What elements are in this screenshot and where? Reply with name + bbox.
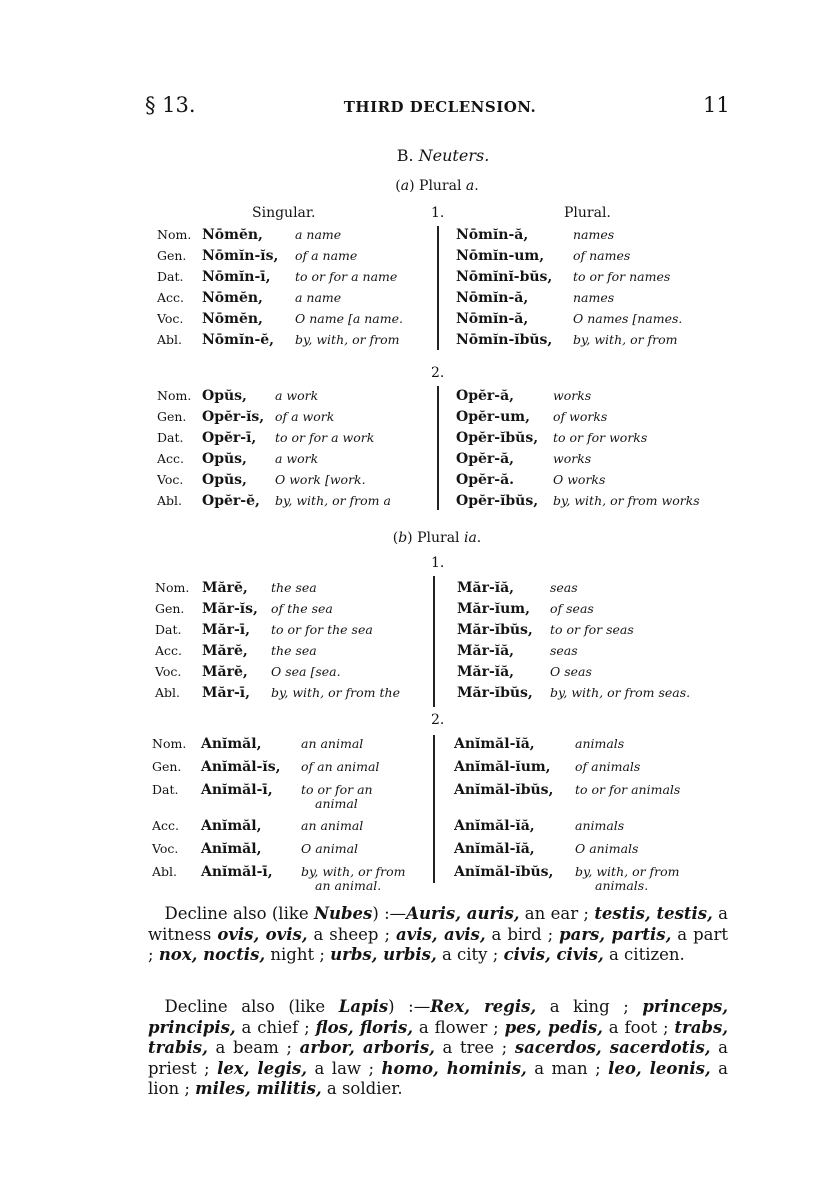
- case-label: Nom.: [157, 227, 192, 242]
- latin-noun: urbs, urbis,: [330, 945, 437, 964]
- case-label: Voc.: [152, 841, 179, 856]
- singular-gloss: of an animal: [301, 759, 380, 774]
- col-plural-header: Plural.: [564, 205, 611, 221]
- paragraph-text: Decline also (like: [148, 997, 339, 1016]
- latin-noun: civis, civis,: [503, 945, 604, 964]
- col-singular-header: Singular.: [252, 205, 316, 221]
- plural-gloss: O seas: [550, 664, 592, 679]
- subtitle-text: Neuters.: [418, 146, 490, 165]
- part-b-number-2: 2.: [431, 712, 445, 728]
- plural-gloss: of animals: [575, 759, 641, 774]
- case-label: Dat.: [152, 782, 179, 797]
- paragraph-text: a witness: [148, 904, 728, 944]
- latin-noun: homo, hominis,: [381, 1058, 527, 1078]
- plural-gloss: O works: [553, 472, 606, 487]
- singular-form: Anĭmăl-ī,: [201, 864, 273, 880]
- part-a-number-2: 2.: [431, 365, 445, 381]
- plural-gloss: of works: [553, 409, 608, 424]
- paragraph-text: a part ;: [148, 924, 729, 964]
- paragraph-text: a city ;: [436, 945, 504, 964]
- case-label: Voc.: [157, 311, 184, 326]
- plural-form: Măr-ĭă,: [457, 580, 515, 596]
- latin-noun: nox, noctis,: [158, 945, 266, 964]
- latin-noun: testis, testis,: [594, 904, 713, 923]
- paragraph-text: a soldier.: [321, 1079, 403, 1098]
- singular-form: Opŭs,: [202, 388, 247, 404]
- paragraph-text: a bird ;: [485, 924, 560, 944]
- case-label: Gen.: [155, 601, 185, 616]
- case-label: Nom.: [152, 736, 187, 751]
- plural-form: Nōmĭn-ă,: [456, 311, 529, 327]
- case-label: Gen.: [152, 759, 182, 774]
- singular-form: Opŭs,: [202, 451, 247, 467]
- singular-gloss: by, with, or from: [301, 864, 406, 879]
- plural-gloss: O animals: [575, 841, 639, 856]
- latin-noun: avis, avis,: [395, 924, 486, 944]
- singular-gloss: of a name: [295, 248, 358, 263]
- plural-form: Nōmĭn-um,: [456, 248, 545, 264]
- case-label: Nom.: [157, 388, 192, 403]
- paragraph-text: an ear ;: [519, 904, 595, 923]
- latin-noun: arbor, arboris,: [299, 1038, 435, 1057]
- case-label: Acc.: [157, 290, 185, 305]
- paragraph-text: a citizen.: [603, 945, 685, 964]
- singular-gloss: of the sea: [271, 601, 333, 616]
- latin-noun: pes, pedis,: [504, 1017, 603, 1037]
- singular-gloss: an animal: [301, 818, 364, 833]
- model-word: Lapis: [338, 997, 389, 1016]
- plural-form: Nōmĭn-ă,: [456, 227, 529, 243]
- case-label: Acc.: [152, 818, 180, 833]
- singular-form: Mărĕ,: [202, 643, 248, 659]
- singular-gloss: to or for an: [301, 782, 373, 797]
- paragraph-text: a king ;: [536, 997, 643, 1016]
- plural-form: Anĭmăl-ĭă,: [454, 841, 535, 857]
- case-label: Gen.: [157, 248, 187, 263]
- case-label: Acc.: [157, 451, 185, 466]
- singular-form: Mărĕ,: [202, 580, 248, 596]
- plural-gloss: of seas: [550, 601, 594, 616]
- case-label: Abl.: [157, 493, 182, 508]
- latin-noun: Auris, auris,: [406, 904, 520, 923]
- plural-gloss: seas: [550, 580, 578, 595]
- page-number: 11: [703, 93, 730, 117]
- plural-gloss: to or for names: [573, 269, 671, 284]
- singular-gloss: the sea: [271, 643, 317, 658]
- plural-form: Nōmĭn-ĭbŭs,: [456, 332, 553, 348]
- paragraph-text: a lion ;: [148, 1058, 728, 1098]
- paragraph-text: a foot ;: [602, 1017, 675, 1037]
- plural-form: Opĕr-ĭbŭs,: [456, 430, 539, 446]
- singular-form: Nōmĭn-ī,: [202, 269, 271, 285]
- plural-form: Anĭmăl-ĭă,: [454, 818, 535, 834]
- case-label: Nom.: [155, 580, 190, 595]
- singular-form: Opŭs,: [202, 472, 247, 488]
- paragraph-text: a chief ;: [235, 1017, 316, 1037]
- case-label: Abl.: [157, 332, 182, 347]
- singular-gloss: a name: [295, 227, 342, 242]
- plural-gloss: to or for works: [553, 430, 648, 445]
- plural-form: Opĕr-ĭbŭs,: [456, 493, 539, 509]
- singular-form: Nōmĭn-ĭs,: [202, 248, 279, 264]
- plural-gloss: animals: [575, 818, 625, 833]
- plural-form: Măr-ĭă,: [457, 643, 515, 659]
- part-b-number-1: 1.: [431, 555, 445, 571]
- singular-form: Măr-ĭs,: [202, 601, 258, 617]
- plural-gloss: to or for animals: [575, 782, 681, 797]
- part-a-label: (a) Plural a.: [395, 178, 479, 194]
- singular-gloss: to or for the sea: [271, 622, 373, 637]
- singular-gloss: of a work: [275, 409, 335, 424]
- model-word: Nubes: [313, 904, 373, 923]
- singular-gloss: a work: [275, 451, 319, 466]
- subtitle: [397, 146, 490, 165]
- singular-gloss: O work [work.: [275, 472, 366, 487]
- singular-gloss: by, with, or from the: [271, 685, 400, 700]
- running-title: THIRD DECLENSION.: [343, 98, 537, 116]
- singular-gloss-continued: animal: [315, 796, 358, 811]
- case-label: Dat.: [157, 269, 184, 284]
- singular-gloss: a name: [295, 290, 342, 305]
- plural-form: Măr-ĭbŭs,: [457, 622, 533, 638]
- paragraph-text: night ;: [265, 945, 331, 964]
- decline-paragraph-2: [148, 997, 728, 1100]
- singular-form: Anĭmăl-ĭs,: [201, 759, 281, 775]
- plural-form: Anĭmăl-ĭbŭs,: [454, 864, 554, 880]
- paragraph-text: ) :—: [372, 904, 407, 923]
- paragraph-text: Decline also (like: [148, 904, 314, 923]
- singular-gloss: the sea: [271, 580, 317, 595]
- plural-form: Anĭmăl-ĭă,: [454, 736, 535, 752]
- latin-noun: leo, leonis,: [608, 1058, 711, 1078]
- case-label: Voc.: [155, 664, 182, 679]
- plural-gloss: by, with, or from: [573, 332, 678, 347]
- paragraph-text: ) :—: [388, 997, 431, 1016]
- latin-noun: Rex, regis,: [430, 997, 537, 1016]
- table-divider: [433, 735, 435, 883]
- singular-gloss: a work: [275, 388, 319, 403]
- paragraph-text: a man ;: [526, 1058, 609, 1078]
- plural-form: Opĕr-um,: [456, 409, 530, 425]
- plural-form: Opĕr-ă,: [456, 388, 515, 404]
- latin-noun: lex, legis,: [217, 1058, 308, 1078]
- singular-form: Mărĕ,: [202, 664, 248, 680]
- plural-form: Nōmĭn-ă,: [456, 290, 529, 306]
- latin-noun: princeps, principis,: [148, 997, 728, 1037]
- plural-form: Măr-ĭum,: [457, 601, 530, 617]
- plural-form: Opĕr-ă,: [456, 451, 515, 467]
- singular-form: Opĕr-ĕ,: [202, 493, 260, 509]
- singular-gloss: an animal: [301, 736, 364, 751]
- plural-gloss: works: [553, 451, 592, 466]
- singular-form: Măr-ī,: [202, 685, 250, 701]
- plural-form: Măr-ĭbŭs,: [457, 685, 533, 701]
- table-divider: [437, 226, 439, 350]
- paragraph-text: a beam ;: [207, 1038, 300, 1057]
- plural-form: Anĭmăl-ĭum,: [454, 759, 551, 775]
- part-a-number-1: 1.: [431, 205, 445, 221]
- singular-gloss-continued: an animal.: [315, 878, 382, 893]
- plural-form: Anĭmăl-ĭbŭs,: [454, 782, 554, 798]
- paragraph-text: a tree ;: [434, 1038, 515, 1057]
- plural-gloss: to or for seas: [550, 622, 634, 637]
- plural-gloss: animals: [575, 736, 625, 751]
- decline-paragraph-1: [148, 904, 728, 966]
- singular-form: Nōmĕn,: [202, 227, 263, 243]
- plural-form: Măr-ĭă,: [457, 664, 515, 680]
- singular-form: Opĕr-ĭs,: [202, 409, 265, 425]
- plural-gloss: of names: [573, 248, 631, 263]
- part-b-label: (b) Plural ia.: [392, 530, 482, 546]
- singular-form: Măr-ī,: [202, 622, 250, 638]
- latin-noun: pars, partis,: [559, 924, 672, 944]
- singular-gloss: to or for a name: [295, 269, 398, 284]
- subtitle-letter: B.: [396, 146, 414, 165]
- singular-gloss: O sea [sea.: [271, 664, 341, 679]
- case-label: Abl.: [155, 685, 180, 700]
- singular-form: Nōmĕn,: [202, 311, 263, 327]
- paragraph-text: a law ;: [307, 1058, 382, 1078]
- latin-noun: miles, militis,: [195, 1079, 322, 1098]
- plural-gloss: names: [573, 290, 615, 305]
- case-label: Dat.: [155, 622, 182, 637]
- singular-form: Anĭmăl-ī,: [201, 782, 273, 798]
- latin-noun: sacerdos, sacerdotis,: [514, 1038, 711, 1057]
- case-label: Dat.: [157, 430, 184, 445]
- table-divider: [437, 386, 439, 510]
- plural-gloss: by, with, or from: [575, 864, 680, 879]
- singular-gloss: by, with, or from a: [275, 493, 391, 508]
- singular-gloss: O name [a name.: [295, 311, 403, 326]
- plural-gloss: O names [names.: [573, 311, 683, 326]
- singular-gloss: to or for a work: [275, 430, 375, 445]
- singular-form: Anĭmăl,: [201, 736, 262, 752]
- paragraph-text: a priest ;: [148, 1038, 728, 1078]
- plural-form: Nōmĭnĭ-bŭs,: [456, 269, 553, 285]
- case-label: Voc.: [157, 472, 184, 487]
- table-divider: [433, 576, 435, 707]
- plural-gloss: names: [573, 227, 615, 242]
- plural-gloss-continued: animals.: [595, 878, 649, 893]
- plural-gloss: works: [553, 388, 592, 403]
- singular-form: Nōmĕn,: [202, 290, 263, 306]
- plural-gloss: seas: [550, 643, 578, 658]
- plural-form: Opĕr-ă.: [456, 472, 515, 488]
- singular-gloss: O animal: [301, 841, 359, 856]
- latin-noun: ovis, ovis,: [217, 924, 308, 944]
- paragraph-text: a sheep ;: [307, 924, 396, 944]
- singular-form: Anĭmăl,: [201, 841, 262, 857]
- latin-noun: flos, floris,: [315, 1017, 413, 1037]
- case-label: Acc.: [155, 643, 183, 658]
- plural-gloss: by, with, or from seas.: [550, 685, 691, 700]
- case-label: Abl.: [152, 864, 177, 879]
- latin-noun: trabs, trabis,: [148, 1017, 728, 1057]
- singular-form: Opĕr-ī,: [202, 430, 257, 446]
- singular-form: Nōmĭn-ĕ,: [202, 332, 275, 348]
- plural-gloss: by, with, or from works: [553, 493, 700, 508]
- singular-gloss: by, with, or from: [295, 332, 400, 347]
- singular-form: Anĭmăl,: [201, 818, 262, 834]
- case-label: Gen.: [157, 409, 187, 424]
- paragraph-text: a flower ;: [412, 1017, 505, 1037]
- section-number: § 13.: [145, 93, 196, 117]
